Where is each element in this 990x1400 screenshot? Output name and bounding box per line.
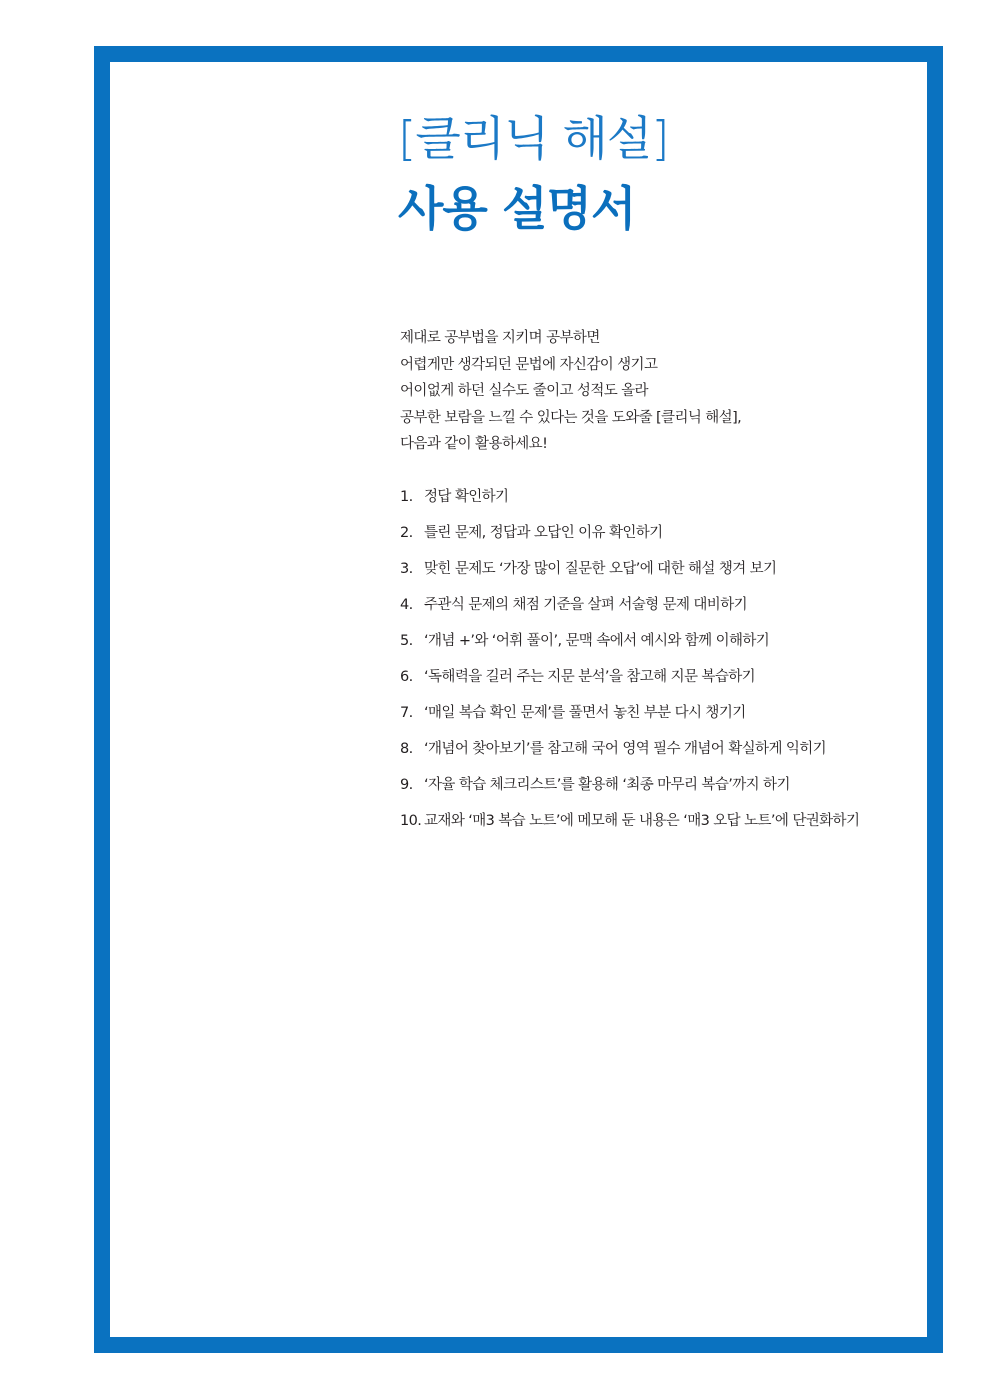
step-text: 맞힌 문제도 ‘가장 많이 질문한 오답’에 대한 해설 챙겨 보기 [424, 561, 777, 577]
intro-line: 어이없게 하던 실수도 줄이고 성적도 올라 [400, 383, 648, 399]
step-number: 4. [400, 597, 413, 613]
page-title: 사용 설명서 [398, 182, 636, 237]
intro-line: 다음과 같이 활용하세요! [400, 436, 548, 452]
list-item [400, 484, 859, 520]
step-text: 틀린 문제, 정답과 오답인 이유 확인하기 [424, 525, 663, 541]
intro-line: 제대로 공부법을 지키며 공부하면 [400, 330, 600, 346]
step-text: ‘자율 학습 체크리스트’를 활용해 ‘최종 마무리 복습’까지 하기 [424, 777, 790, 793]
step-text: 주관식 문제의 채점 기준을 살펴 서술형 문제 대비하기 [424, 597, 748, 613]
list-item [400, 664, 859, 700]
intro-line: 공부한 보람을 느낄 수 있다는 것을 도와줄 [클리닉 해설], [400, 409, 742, 426]
list-item [400, 772, 859, 808]
list-item [400, 808, 859, 844]
step-number: 2. [400, 525, 413, 541]
step-number: 8. [400, 741, 413, 757]
step-number: 10. [400, 813, 422, 829]
step-number: 7. [400, 705, 413, 721]
step-number: 1. [400, 489, 413, 505]
step-text: ‘개념 +’와 ‘어휘 풀이’, 문맥 속에서 예시와 함께 이해하기 [424, 633, 770, 649]
list-item [400, 520, 859, 556]
list-item [400, 556, 859, 592]
step-text: ‘개념어 찾아보기’를 참고해 국어 영역 필수 개념어 확실하게 익히기 [424, 741, 827, 757]
page-title-bracket: [클리닉 해설] [398, 112, 669, 167]
list-item [400, 736, 859, 772]
step-text: ‘매일 복습 확인 문제’를 풀면서 놓친 부분 다시 챙기기 [424, 705, 746, 721]
step-number: 9. [400, 777, 413, 793]
list-item [400, 592, 859, 628]
step-text: ‘독해력을 길러 주는 지문 분석’을 참고해 지문 복습하기 [424, 669, 756, 685]
list-item [400, 628, 859, 664]
intro-paragraph [400, 325, 741, 458]
step-text: 교재와 ‘매3 복습 노트’에 메모해 둔 내용은 ‘매3 오답 노트’에 단권화하기 [424, 813, 860, 829]
step-number: 3. [400, 561, 413, 577]
list-item [400, 700, 859, 736]
step-number: 6. [400, 669, 413, 685]
intro-line: 어렵게만 생각되던 문법에 자신감이 생기고 [400, 356, 658, 373]
usage-steps-list [400, 484, 859, 844]
step-number: 5. [400, 633, 413, 649]
step-text: 정답 확인하기 [424, 489, 509, 505]
